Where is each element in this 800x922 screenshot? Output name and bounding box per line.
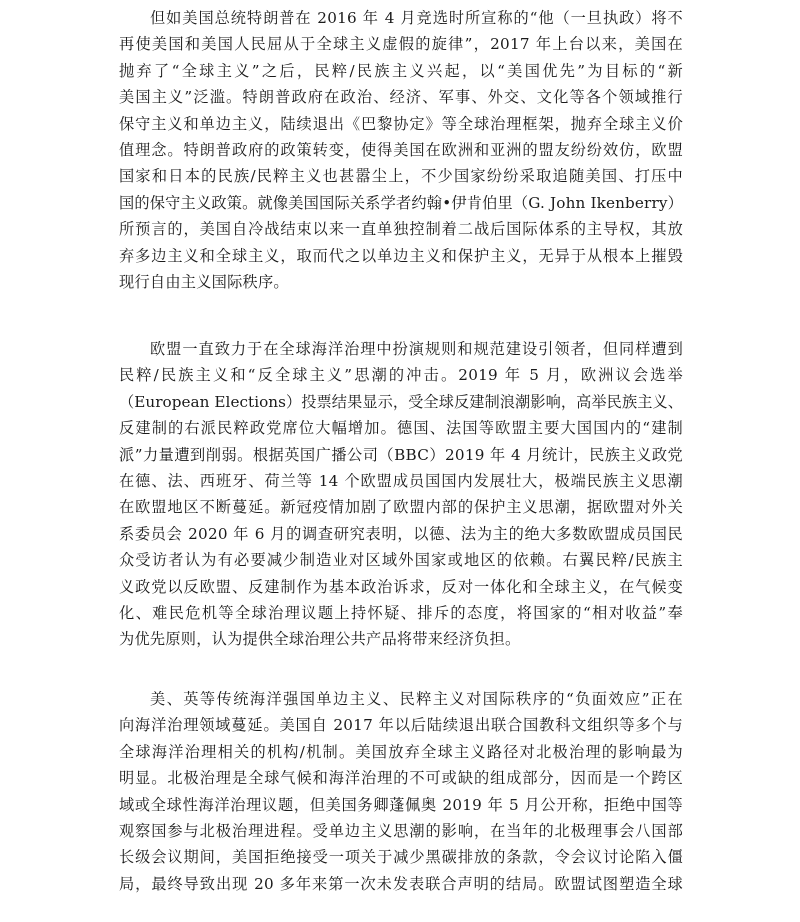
text-line: 在欧盟地区不断蔓延。新冠疫情加剧了欧盟内部的保护主义思潮，据欧盟对外关 <box>119 498 683 517</box>
text-line: 局，最终导致出现 20 多年来第一次未发表联合声明的结局。欧盟试图塑造全球 <box>119 874 683 893</box>
text-line: 全球海洋治理相关的机构/机制。美国放弃全球主义路径对北极治理的影响最为 <box>119 742 683 761</box>
text-line: 义政党以反欧盟、反建制作为基本政治诉求，反对一体化和全球主义，在气候变 <box>119 577 683 596</box>
text-line: 化、难民危机等全球治理议题上持怀疑、排斥的态度，将国家的“相对收益”奉 <box>119 604 683 623</box>
text-line: 再使美国和美国人民屈从于全球主义虚假的旋律”，2017 年上台以来，美国在 <box>119 35 683 54</box>
text-line: 弃多边主义和全球主义，取而代之以单边主义和保护主义，无异于从根本上摧毁 <box>119 246 683 265</box>
text-line: 系委员会 2020 年 6 月的调查研究表明，以德、法为主的绝大多数欧盟成员国民 <box>119 524 683 543</box>
text-line: 现行自由主义国际秩序。 <box>119 273 289 292</box>
text-line: 众受访者认为有必要减少制造业对区域外国家或地区的依赖。右翼民粹/民族主 <box>119 551 683 570</box>
text-line: 反建制的右派民粹政党席位大幅增加。德国、法国等欧盟主要大国国内的“建制 <box>119 419 683 438</box>
text-line: 在德、法、西班牙、荷兰等 14 个欧盟成员国国内发展壮大，极端民族主义思潮 <box>119 472 683 491</box>
text-line: 欧盟一直致力于在全球海洋治理中扮演规则和规范建设引领者，但同样遭到 <box>150 340 683 358</box>
text-line: （European Elections）投票结果显示，受全球反建制浪潮影响，高举民族主义、 <box>119 392 683 411</box>
text-line: 长级会议期间，美国拒绝接受一项关于减少黑碳排放的条款，令会议讨论陷入僵 <box>119 848 683 867</box>
paragraph-3 <box>119 686 683 897</box>
text-line: 但如美国总统特朗普在 2016 年 4 月竞选时所宣称的“他（一旦执政）将不 <box>150 9 683 27</box>
text-line: 所预言的，美国自冷战结束以来一直单独控制着二战后国际体系的主导权，其放 <box>119 220 683 239</box>
paragraph-1 <box>119 5 683 295</box>
text-line: 明显。北极治理是全球气候和海洋治理的不可或缺的组成部分，因而是一个跨区 <box>119 769 683 788</box>
text-line: 国的保守主义政策。就像美国国际关系学者约翰•伊肯伯里（G. John Ikenberry） <box>119 193 683 212</box>
text-line: 值理念。特朗普政府的政策转变，使得美国在欧洲和亚洲的盟友纷纷效仿，欧盟 <box>119 141 683 160</box>
text-line: 观察国参与北极治理进程。受单边主义思潮的影响，在当年的北极理事会八国部 <box>119 822 683 841</box>
text-line: 抛弃了“全球主义”之后，民粹/民族主义兴起，以“美国优先”为目标的“新 <box>119 61 683 80</box>
text-line: 民粹/民族主义和“反全球主义”思潮的冲击。2019 年 5 月，欧洲议会选举 <box>119 366 683 385</box>
text-line: 域或全球性海洋治理议题，但美国务卿蓬佩奥 2019 年 5 月公开称，拒绝中国等 <box>119 795 683 814</box>
text-line: 派”力量遭到削弱。根据英国广播公司（BBC）2019 年 4 月统计，民族主义政党 <box>119 445 683 464</box>
text-line: 保守主义和单边主义，陆续退出《巴黎协定》等全球治理框架，抛弃全球主义价 <box>119 114 683 133</box>
text-line: 国家和日本的民族/民粹主义也甚嚣尘上，不少国家纷纷采取追随美国、打压中 <box>119 167 683 186</box>
text-line: 向海洋治理领域蔓延。美国自 2017 年以后陆续退出联合国教科文组织等多个与 <box>119 716 683 735</box>
paragraph-2 <box>119 336 683 653</box>
text-line: 为优先原则，认为提供全球治理公共产品将带来经济负担。 <box>119 630 521 649</box>
text-line: 美、英等传统海洋强国单边主义、民粹主义对国际秩序的“负面效应”正在 <box>150 690 683 708</box>
text-line: 美国主义”泛滥。特朗普政府在政治、经济、军事、外交、文化等各个领域推行 <box>119 88 683 107</box>
